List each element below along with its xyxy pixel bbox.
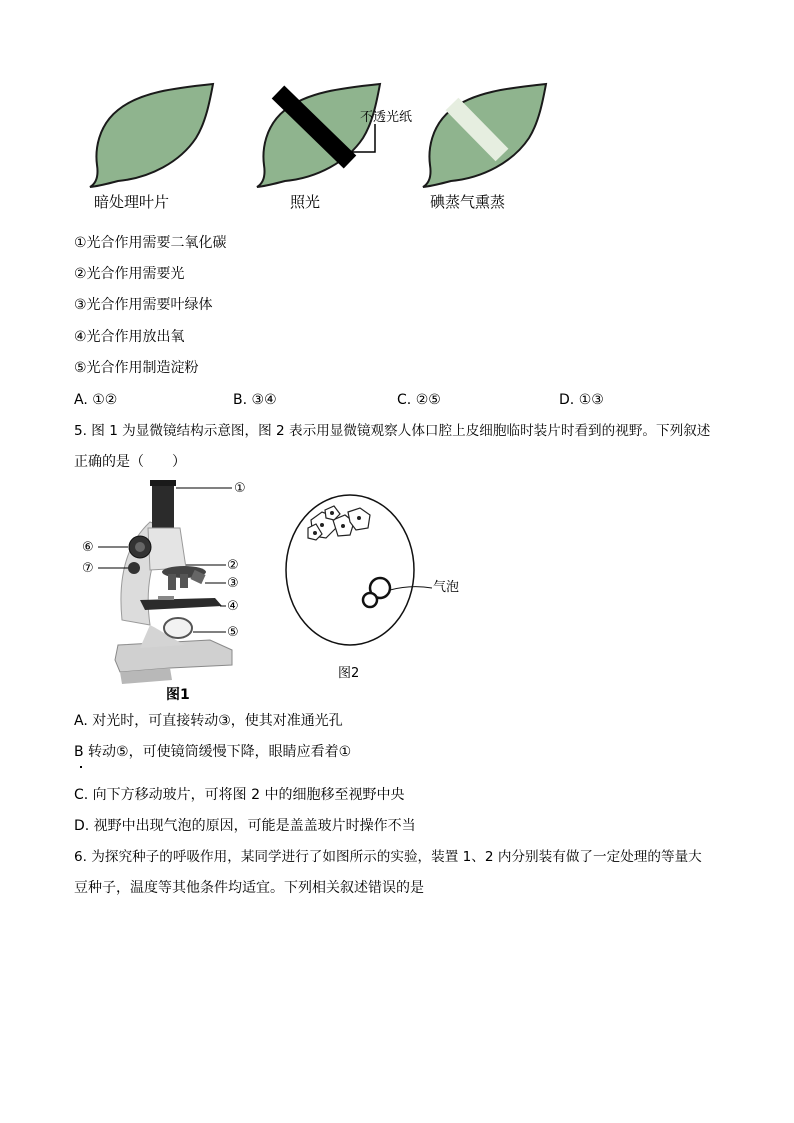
statement-item: ②光合作用需要光 xyxy=(74,266,185,282)
option-letter: A. xyxy=(74,392,88,408)
fig1-label-4: ④ xyxy=(227,599,239,614)
q5-stem-line1: 5. 图 1 为显微镜结构示意图，图 2 表示用显微镜观察人体口腔上皮细胞临时装片时看到的视野。下列叙述 xyxy=(74,423,711,439)
fig1-caption: 图1 xyxy=(166,687,190,703)
fig1-label-6: ⑥ xyxy=(82,540,94,555)
fig1-label-3: ③ xyxy=(227,576,239,591)
fig2-caption: 图2 xyxy=(338,666,360,681)
option-text: ②⑤ xyxy=(415,392,441,408)
bubble-label: 气泡 xyxy=(433,580,460,595)
q5-option-d[interactable]: D. 视野中出现气泡的原因，可能是盖盖玻片时操作不当 xyxy=(74,818,416,834)
q6-stem-line1: 6. 为探究种子的呼吸作用，某同学进行了如图所示的实验，装置 1、2 内分别装有做了一定处理的等量大 xyxy=(74,849,702,865)
fig1-label-2: ② xyxy=(227,558,239,573)
statement-item: ③光合作用需要叶绿体 xyxy=(74,297,213,313)
opaque-paper-annotation: 不透光纸 xyxy=(360,110,413,125)
q6-stem-line2: 豆种子，温度等其他条件均适宜。下列相关叙述错误的是 xyxy=(74,880,424,896)
q5-option-b[interactable]: B 转动⑤，可使镜筒缓慢下降，眼睛应看着① xyxy=(74,744,352,760)
leaf-caption-light: 照光 xyxy=(290,193,321,211)
option-letter: D. xyxy=(559,392,575,408)
option-text: ③④ xyxy=(251,392,277,408)
statement-item: ⑤光合作用制造淀粉 xyxy=(74,360,199,376)
stray-dot xyxy=(80,766,82,768)
q5-option-c[interactable]: C. 向下方移动玻片，可将图 2 中的细胞移至视野中央 xyxy=(74,787,405,803)
leaf-caption-dark: 暗处理叶片 xyxy=(94,193,170,211)
option-text: ①② xyxy=(92,392,118,408)
fig1-label-7: ⑦ xyxy=(82,561,94,576)
option-letter: B. xyxy=(233,392,248,408)
option-text: ①③ xyxy=(578,392,604,408)
fig1-label-5: ⑤ xyxy=(227,625,239,640)
fig1-label-1: ① xyxy=(234,481,246,496)
q5-stem-line2: 正确的是（ ） xyxy=(74,454,186,470)
leaf-caption-iodine: 碘蒸气熏蒸 xyxy=(430,193,506,211)
statement-item: ①光合作用需要二氧化碳 xyxy=(74,235,227,251)
statement-item: ④光合作用放出氧 xyxy=(74,329,185,345)
q5-option-a[interactable]: A. 对光时，可直接转动③，使其对准通光孔 xyxy=(74,713,343,729)
option-letter: C. xyxy=(397,392,412,408)
